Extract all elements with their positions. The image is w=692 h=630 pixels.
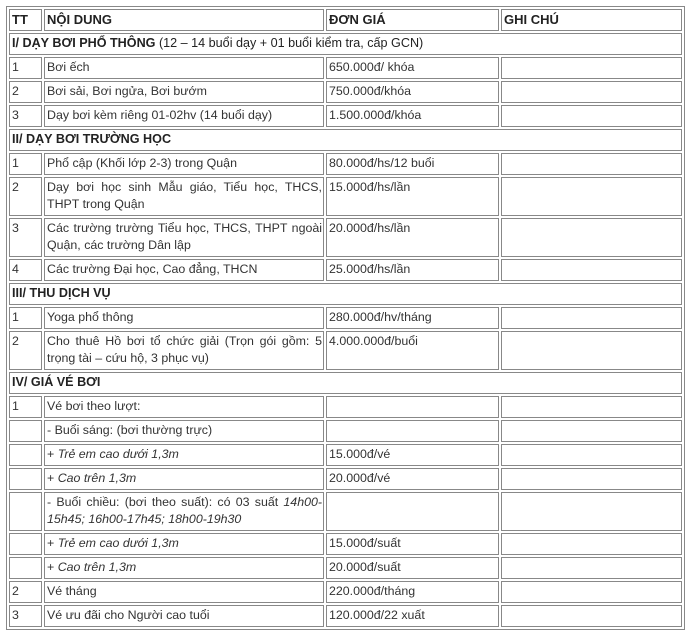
row-tt [9, 557, 42, 579]
row-content: Các trường Đại học, Cao đẳng, THCN [44, 259, 324, 281]
table-row [9, 420, 682, 442]
row-price: 15.000đ/hs/lần [326, 177, 499, 216]
row-tt: 3 [9, 605, 42, 627]
table-row [9, 57, 682, 79]
row-price: 1.500.000đ/khóa [326, 105, 499, 127]
row-tt: 1 [9, 396, 42, 418]
plus-marker: + [47, 560, 58, 574]
row-price: 20.000đ/hs/lần [326, 218, 499, 257]
table-row [9, 557, 682, 579]
section-4-heading: IV/ GIÁ VÉ BƠI [9, 372, 682, 394]
row-price [326, 420, 499, 442]
row-note [501, 57, 682, 79]
section-3-heading: III/ THU DỊCH VỤ [9, 283, 682, 305]
plus-marker: + [47, 536, 58, 550]
row-price: 20.000đ/suất [326, 557, 499, 579]
row-note [501, 605, 682, 627]
table-row [9, 218, 682, 257]
row-price: 80.000đ/hs/12 buổi [326, 153, 499, 175]
header-note: GHI CHÚ [501, 9, 682, 31]
header-tt: TT [9, 9, 42, 31]
section-1-title: I/ DẠY BƠI PHỔ THÔNG [12, 36, 156, 50]
table-row [9, 331, 682, 370]
section-1-heading [9, 33, 682, 55]
table-row [9, 259, 682, 281]
table-row [9, 177, 682, 216]
table-row [9, 81, 682, 103]
row-note [501, 581, 682, 603]
row-note [501, 444, 682, 466]
plus-marker: + [47, 447, 58, 461]
row-tt: 2 [9, 177, 42, 216]
row-note [501, 420, 682, 442]
afternoon-times: 14h00-15h45; 16h00-17h45; 18h00-19h30 [47, 495, 322, 526]
row-price: 15.000đ/vé [326, 444, 499, 466]
row-tt: 2 [9, 331, 42, 370]
row-content [44, 444, 324, 466]
row-note [501, 557, 682, 579]
row-content: Cho thuê Hồ bơi tổ chức giải (Trọn gói gồm: 5 trọng tài – cứu hộ, 3 phục vụ) [44, 331, 324, 370]
row-tt: 2 [9, 81, 42, 103]
row-price: 220.000đ/tháng [326, 581, 499, 603]
section-heading-row [9, 283, 682, 305]
row-note [501, 396, 682, 418]
row-price: 4.000.000đ/buổi [326, 331, 499, 370]
section-2-heading: II/ DẠY BƠI TRƯỜNG HỌC [9, 129, 682, 151]
row-price: 20.000đ/vé [326, 468, 499, 490]
row-note [501, 492, 682, 531]
row-note [501, 331, 682, 370]
row-price: 25.000đ/hs/lần [326, 259, 499, 281]
table-row [9, 468, 682, 490]
row-content: Vé ưu đãi cho Người cao tuổi [44, 605, 324, 627]
row-tt: 1 [9, 57, 42, 79]
table-row [9, 581, 682, 603]
row-content-text: Cao trên 1,3m [57, 560, 137, 574]
row-content: Dạy bơi học sinh Mẫu giáo, Tiểu học, THCS, THPT trong Quận [44, 177, 324, 216]
table-row [9, 533, 682, 555]
table-row [9, 396, 682, 418]
row-content [44, 492, 324, 531]
row-content: Yoga phổ thông [44, 307, 324, 329]
row-note [501, 307, 682, 329]
table-row [9, 153, 682, 175]
row-tt [9, 444, 42, 466]
row-note [501, 177, 682, 216]
row-price [326, 492, 499, 531]
table-row [9, 105, 682, 127]
row-tt [9, 468, 42, 490]
row-price: 15.000đ/suất [326, 533, 499, 555]
row-content: Các trường trường Tiểu học, THCS, THPT ngoài Quận, các trường Dân lập [44, 218, 324, 257]
row-price: 280.000đ/hv/tháng [326, 307, 499, 329]
table-row [9, 492, 682, 531]
row-tt: 3 [9, 218, 42, 257]
row-content-text: Trẻ em cao dưới 1,3m [57, 536, 179, 550]
row-note [501, 218, 682, 257]
section-heading-row [9, 129, 682, 151]
row-price [326, 396, 499, 418]
header-price: ĐƠN GIÁ [326, 9, 499, 31]
row-content: Vé tháng [44, 581, 324, 603]
row-tt: 1 [9, 307, 42, 329]
header-content: NỘI DUNG [44, 9, 324, 31]
row-note [501, 533, 682, 555]
row-content: Bơi ếch [44, 57, 324, 79]
section-heading-row [9, 372, 682, 394]
row-tt [9, 533, 42, 555]
row-note [501, 81, 682, 103]
row-content-text: Trẻ em cao dưới 1,3m [57, 447, 179, 461]
row-tt: 3 [9, 105, 42, 127]
row-note [501, 105, 682, 127]
row-note [501, 259, 682, 281]
row-tt: 1 [9, 153, 42, 175]
row-price: 120.000đ/22 xuất [326, 605, 499, 627]
row-tt [9, 420, 42, 442]
row-tt: 4 [9, 259, 42, 281]
row-price: 750.000đ/khóa [326, 81, 499, 103]
row-note [501, 468, 682, 490]
row-content [44, 533, 324, 555]
row-note [501, 153, 682, 175]
row-content: Dạy bơi kèm riêng 01-02hv (14 buổi dạy) [44, 105, 324, 127]
row-content: Bơi sải, Bơi ngửa, Bơi bướm [44, 81, 324, 103]
table-row [9, 444, 682, 466]
price-table [6, 6, 685, 630]
row-content-text: Cao trên 1,3m [57, 471, 137, 485]
row-tt: 2 [9, 581, 42, 603]
table-header-row [9, 9, 682, 31]
section-heading-row [9, 33, 682, 55]
table-row [9, 307, 682, 329]
row-content: Vé bơi theo lượt: [44, 396, 324, 418]
section-1-note: (12 – 14 buổi dạy + 01 buổi kiểm tra, cấp GCN) [155, 36, 424, 50]
table-row [9, 605, 682, 627]
row-content: - Buổi sáng: (bơi thường trực) [44, 420, 324, 442]
row-content [44, 468, 324, 490]
row-price: 650.000đ/ khóa [326, 57, 499, 79]
plus-marker: + [47, 471, 58, 485]
row-tt [9, 492, 42, 531]
row-content [44, 557, 324, 579]
afternoon-label: - Buổi chiều: (bơi theo suất): có 03 suất [47, 495, 284, 509]
row-content: Phổ cập (Khối lớp 2-3) trong Quận [44, 153, 324, 175]
